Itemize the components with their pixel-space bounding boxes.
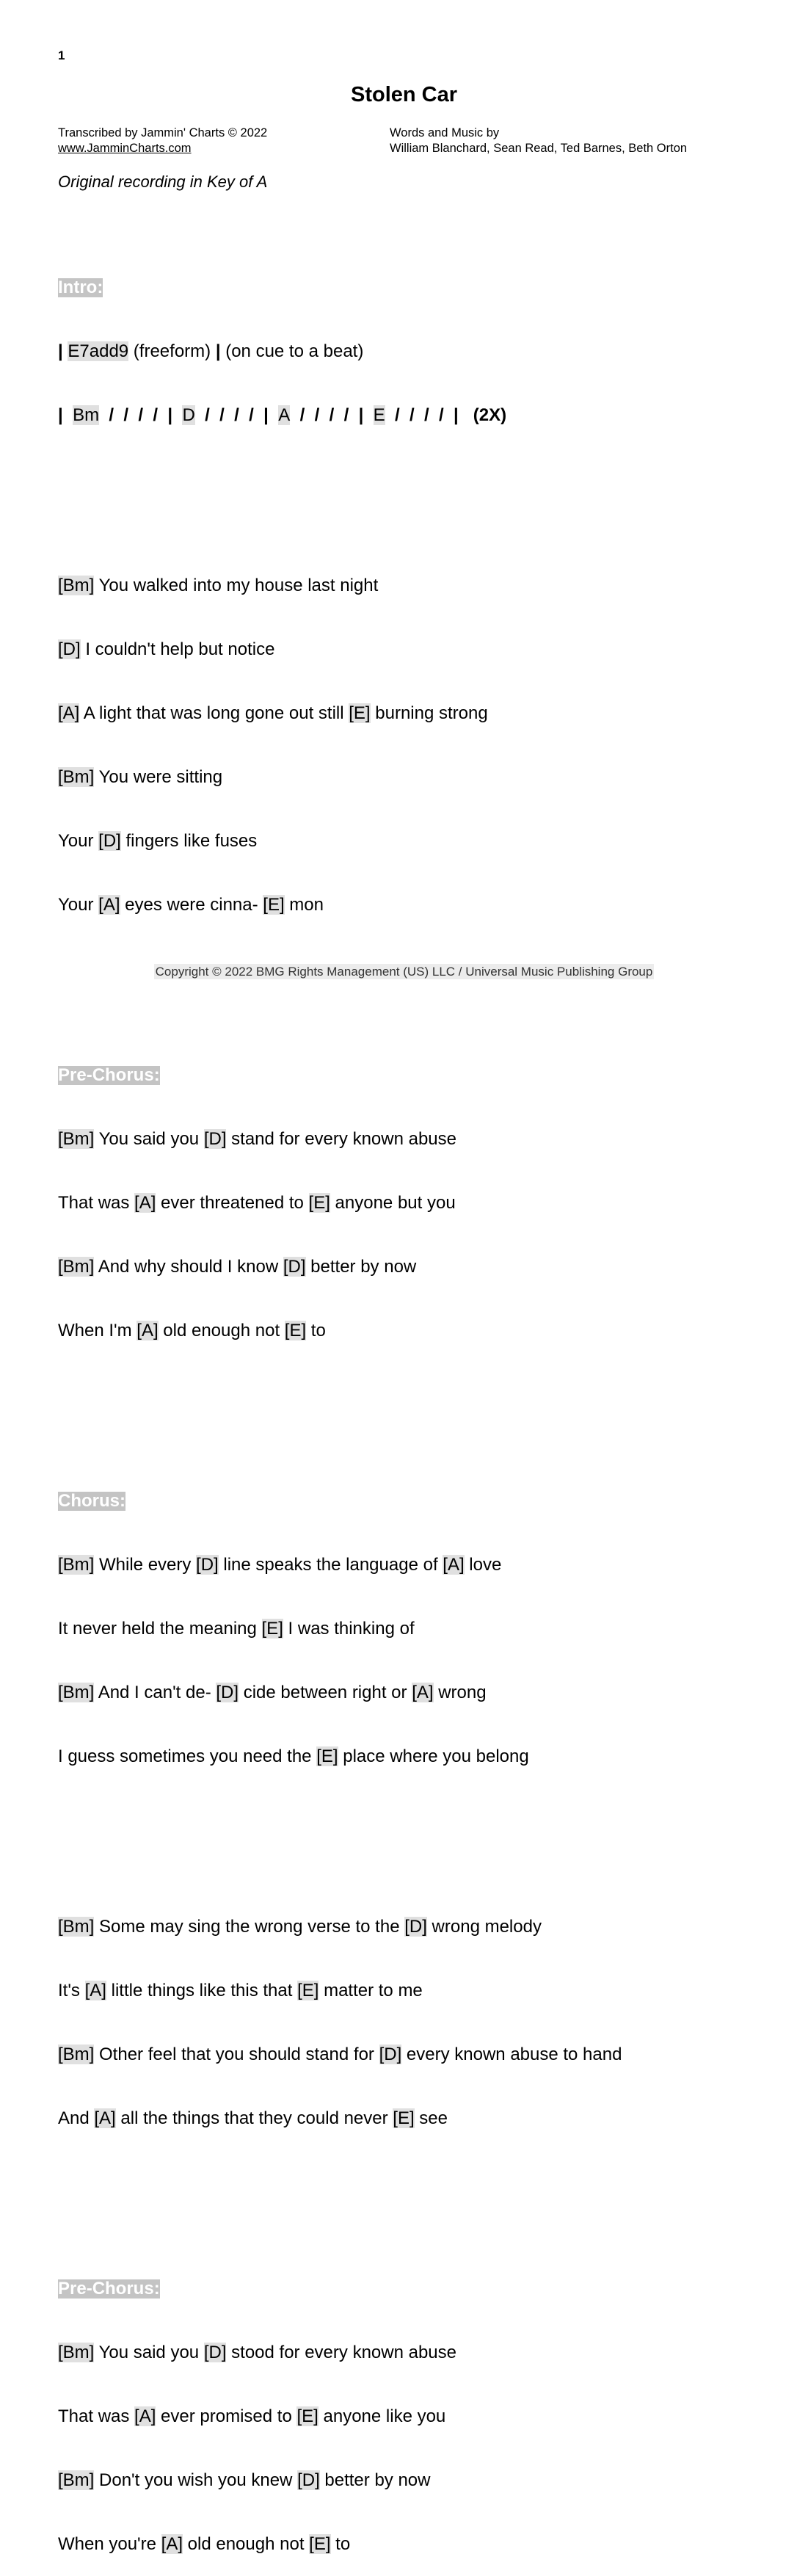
- lyric-line: [58, 2108, 622, 2129]
- lyric-text: see: [414, 2108, 448, 2128]
- lyric-text: I couldn't help but notice: [80, 639, 275, 659]
- chord: [E]: [349, 703, 371, 723]
- lyric-line: [58, 894, 622, 915]
- lyric-text: stood for every known abuse: [226, 2343, 456, 2362]
- lyric-line: [58, 1980, 622, 2001]
- songwriter-credits: [390, 126, 687, 156]
- lyric-line: [58, 341, 622, 362]
- lyric-line: [58, 1128, 622, 1150]
- chord: [Bm]: [58, 2045, 95, 2064]
- lyric-text: matter to me: [319, 1981, 423, 2000]
- lyric-text: stand for every known abuse: [226, 1129, 456, 1149]
- chord: [E]: [316, 1746, 338, 1766]
- lyric-text: love: [464, 1555, 502, 1575]
- lyric-text: That was: [58, 2406, 135, 2426]
- lyric-line: [58, 1320, 622, 1341]
- words-and-music-label: Words and Music by: [390, 126, 500, 139]
- chord: [Bm]: [58, 767, 95, 787]
- lyric-text: When you're: [58, 2534, 161, 2554]
- lyric-line: [58, 1192, 622, 1213]
- chord: [D]: [283, 1257, 306, 1277]
- lyric-text: all the things that they could never: [115, 2108, 393, 2128]
- lyric-text: ever promised to: [156, 2406, 297, 2426]
- lyric-line: [58, 766, 622, 788]
- lyric-text: line speaks the language of: [218, 1555, 443, 1575]
- lyric-text: When I'm: [58, 1321, 137, 1340]
- chord: [A]: [134, 1193, 156, 1213]
- chord: [Bm]: [58, 2470, 95, 2490]
- chord: [A]: [443, 1555, 465, 1575]
- chord: [E]: [296, 2406, 319, 2426]
- chord: [E]: [297, 1981, 319, 2000]
- lyric-text: little things like this that: [106, 1981, 298, 2000]
- lyric-line: [58, 639, 622, 660]
- lyric-text: You said you: [94, 2343, 204, 2362]
- chord: [Bm]: [58, 1257, 95, 1277]
- lyric-text: And: [58, 2108, 95, 2128]
- chord: [Bm]: [58, 2343, 95, 2362]
- lyric-line: [58, 1618, 622, 1639]
- barline: |: [215, 341, 221, 361]
- page-number: 1: [58, 48, 65, 62]
- lyric-text: And why should I know: [94, 1257, 283, 1277]
- lyric-text: eyes were cinna-: [120, 895, 263, 915]
- chord: [A]: [94, 2108, 116, 2128]
- chord: [E]: [309, 2534, 331, 2554]
- chord: [D]: [196, 1555, 219, 1575]
- lyric-text: And I can't de-: [94, 1683, 216, 1702]
- beat-slashes: / / / / | (2X): [385, 405, 507, 425]
- lyric-text: burning strong: [370, 703, 488, 723]
- chord: [A]: [412, 1683, 434, 1702]
- lyric-text: cide between right or: [239, 1683, 412, 1702]
- lyric-text: Your: [58, 895, 99, 915]
- section-label-chorus: Chorus:: [58, 1491, 125, 1511]
- section-label-prechorus: Pre-Chorus:: [58, 2279, 160, 2299]
- lyric-text: You were sitting: [94, 767, 223, 787]
- lyric-text: While every: [94, 1555, 197, 1575]
- lyric-text: anyone like you: [318, 2406, 446, 2426]
- lyric-text: It never held the meaning: [58, 1619, 262, 1639]
- lyric-text: ever threatened to: [156, 1193, 309, 1213]
- chord: [A]: [84, 1981, 106, 2000]
- barline: |: [58, 405, 73, 425]
- lyric-text: to: [330, 2534, 351, 2554]
- lyric-text: every known abuse to hand: [401, 2045, 622, 2064]
- chord: [E]: [263, 895, 285, 915]
- chord: [Bm]: [58, 1555, 95, 1575]
- lyric-line: [58, 1554, 622, 1575]
- copyright-footer: [0, 965, 808, 979]
- lyric-line: [58, 2470, 622, 2491]
- lyric-line: [58, 2406, 622, 2427]
- beat-slashes: / / / / |: [99, 405, 183, 425]
- website-link[interactable]: www.JamminCharts.com: [58, 142, 192, 155]
- lyric-text: That was: [58, 1193, 135, 1213]
- lyric-text: fingers like fuses: [120, 831, 258, 851]
- chord: [D]: [297, 2470, 320, 2490]
- chord: [Bm]: [58, 576, 95, 595]
- lyric-line: [58, 404, 622, 426]
- lyric-line: [58, 1916, 622, 1937]
- lyric-line: [58, 1256, 622, 1277]
- chord: [D]: [404, 1917, 427, 1937]
- lyric-line: [58, 703, 622, 724]
- chord: [A]: [134, 2406, 156, 2426]
- lyric-line: [58, 830, 622, 852]
- chord: [D]: [379, 2045, 402, 2064]
- lyric-line: [58, 1682, 622, 1703]
- chord: [A]: [161, 2534, 183, 2554]
- section-label-prechorus: Pre-Chorus:: [58, 1065, 160, 1085]
- key-note: Original recording in Key of A: [58, 173, 268, 191]
- chord-chart: [58, 213, 622, 2576]
- barline: |: [58, 341, 68, 361]
- chord: [Bm]: [58, 1683, 95, 1702]
- chord: E7add9: [68, 341, 129, 361]
- chord: [Bm]: [58, 1129, 95, 1149]
- lyric-text: I guess sometimes you need the: [58, 1746, 317, 1766]
- lyric-text: You walked into my house last night: [94, 576, 379, 595]
- lyric-line: [58, 575, 622, 596]
- lyric-text: place where you belong: [338, 1746, 529, 1766]
- chord: [E]: [261, 1619, 283, 1639]
- transcribed-by: Transcribed by Jammin' Charts © 2022: [58, 126, 268, 139]
- copyright-text: Copyright © 2022 BMG Rights Management (US) LLC / Universal Music Publishing Group: [155, 965, 653, 979]
- lyric-text: better by now: [319, 2470, 431, 2490]
- lyric-line: [58, 2533, 622, 2555]
- lyric-text: wrong melody: [426, 1917, 542, 1937]
- lyric-text: better by now: [305, 1257, 417, 1277]
- lyric-text: Your: [58, 831, 99, 851]
- chord: [D]: [203, 1129, 227, 1149]
- chord: [D]: [98, 831, 121, 851]
- lyric-text: (on cue to a beat): [220, 341, 364, 361]
- lyric-text: mon: [284, 895, 324, 915]
- lyric-text: old enough not: [158, 1321, 285, 1340]
- chord: A: [278, 405, 291, 425]
- chord: D: [182, 405, 195, 425]
- lyric-line: [58, 2044, 622, 2065]
- section-header: [58, 277, 622, 298]
- section-header: [58, 2278, 622, 2299]
- lyric-text: You said you: [94, 1129, 204, 1149]
- section-header: [58, 1064, 622, 1086]
- lyric-text: anyone but you: [330, 1193, 456, 1213]
- lyric-text: wrong: [433, 1683, 487, 1702]
- lyric-text: to: [306, 1321, 326, 1340]
- lyric-text: A light that was long gone out still: [79, 703, 349, 723]
- transcription-credits: [58, 126, 267, 156]
- lyric-line: [58, 1746, 622, 1767]
- chord: [E]: [393, 2108, 415, 2128]
- chord: [A]: [58, 703, 80, 723]
- beat-slashes: / / / / |: [194, 405, 279, 425]
- lyric-text: old enough not: [183, 2534, 310, 2554]
- chord: Bm: [73, 405, 100, 425]
- song-title: Stolen Car: [350, 83, 458, 106]
- section-label-intro: Intro:: [58, 277, 103, 297]
- lyric-text: It's: [58, 1981, 85, 2000]
- lyric-text: Don't you wish you knew: [94, 2470, 298, 2490]
- lyric-text: Other feel that you should stand for: [94, 2045, 379, 2064]
- songwriters: William Blanchard, Sean Read, Ted Barnes, Beth Orton: [390, 142, 688, 155]
- section-header: [58, 1490, 622, 1512]
- beat-slashes: / / / / |: [290, 405, 374, 425]
- chord: [D]: [203, 2343, 227, 2362]
- chord: [D]: [58, 639, 81, 659]
- chord: [A]: [137, 1321, 159, 1340]
- chord: [A]: [98, 895, 120, 915]
- lyric-text: Some may sing the wrong verse to the: [94, 1917, 405, 1937]
- chord: [E]: [284, 1321, 307, 1340]
- chord: E: [373, 405, 385, 425]
- chord: [Bm]: [58, 1917, 95, 1937]
- chord: [E]: [308, 1193, 330, 1213]
- lyric-text: I was thinking of: [283, 1619, 415, 1639]
- chord: [D]: [216, 1683, 239, 1702]
- lyric-text: (freeform): [128, 341, 216, 361]
- lyric-line: [58, 2342, 622, 2363]
